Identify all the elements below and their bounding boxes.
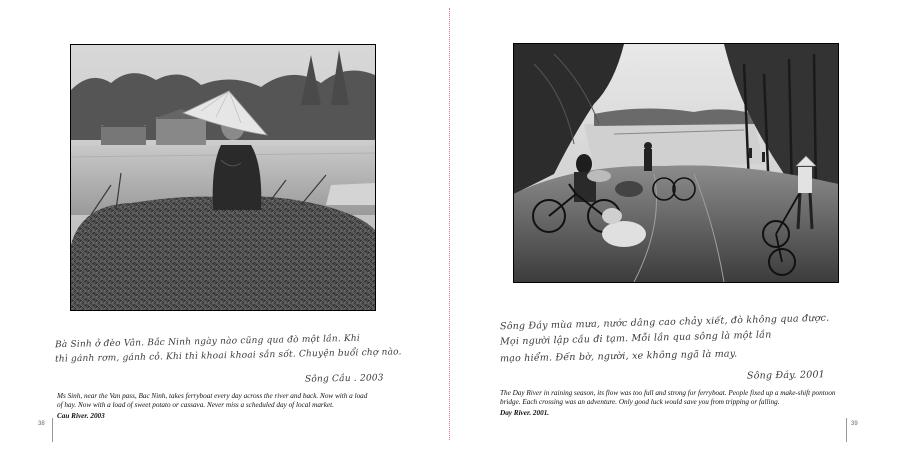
right-handwritten-line-2: Mọi người lập cầu đi tạm. Mỗi lần qua sông là một lần: [499, 329, 772, 348]
right-caption-line-1: The Day River in raining season, its flow was too full and strong for ferryboat. People fixed up a make-shift pontoon: [500, 389, 836, 397]
left-caption: [57, 392, 392, 411]
right-page-margin-tick: [846, 418, 847, 442]
left-caption-line-1: Ms Sinh, near the Van pass, Bac Ninh, takes ferryboat every day across the river and back. Now with a load: [57, 392, 368, 400]
right-page-number: 39: [851, 421, 858, 427]
right-handwritten-line-1: Sông Đáy mùa mưa, nước dâng cao chảy xiết, đò không qua được.: [499, 312, 830, 333]
riverbank-bicycles-photo: [513, 43, 839, 283]
left-page-margin-tick: [52, 418, 53, 442]
left-page-number: 38: [38, 421, 45, 427]
left-caption-line-2: of hay. Now with a load of sweet potato or cassava. Never miss a scheduled day of local market.: [57, 401, 334, 410]
left-caption-title: Cau River. 2003: [57, 412, 105, 420]
left-handwritten-signature: Sông Cầu . 2003: [304, 373, 384, 385]
woman-with-hay-photo: [70, 44, 376, 311]
right-caption-line-2: bridge. Each crossing was an adventure. Only good luck would save you from tripping or falling.: [500, 398, 780, 407]
right-caption-title: Day River. 2001.: [500, 409, 550, 417]
book-spine: [449, 8, 450, 440]
left-handwritten-line-1: Bà Sinh ở đèo Vân. Bắc Ninh ngày nào cũng qua đò một lần. Khi: [54, 333, 361, 351]
right-caption: [500, 389, 860, 408]
left-handwritten-line-2: thì gánh rơm, gánh cỏ. Khi thì khoai khoai sắn sốt. Chuyện buổi chợ nào.: [54, 347, 402, 365]
right-handwritten-line-3: mạo hiểm. Đến bờ, người, xe không ngã là may.: [499, 348, 738, 365]
right-handwritten-signature: Sông Đáy. 2001: [746, 369, 825, 382]
